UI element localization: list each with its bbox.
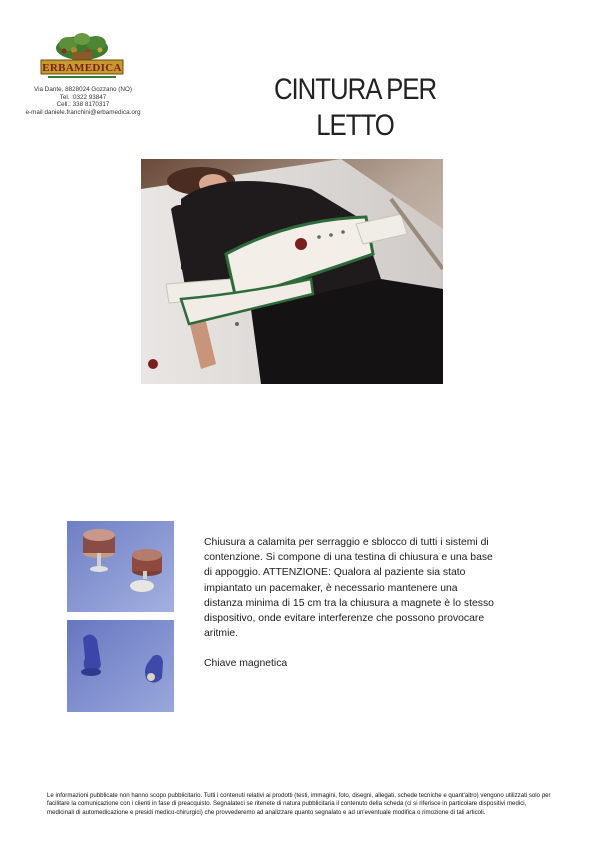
magnetic-key-photo	[67, 620, 174, 712]
mobile-line: Cell.: 338 8170317	[56, 101, 110, 108]
key-label: Chiave magnetica	[204, 658, 288, 670]
main-product-photo	[141, 159, 443, 384]
description-paragraph: Chiusura a calamita per serraggio e sblocco di tutti i sistemi di contenzione. Si compone di una testina di chiusura e una base di appoggio. ATTENZIONE: Qualora al paziente sia stato impiantato un pacemaker, è necessario mantenere una distanza minima di 15 cm tra la chiusura a magnete è lo stesso dispositivo, onde evitare interferenze che possono provocare aritmie.	[204, 537, 494, 640]
page-title: CINTURA PER LETTO	[273, 73, 437, 142]
magnetic-closure-photo	[67, 521, 174, 612]
phone-line: Tel. :0322 93847	[59, 93, 107, 101]
company-logo	[38, 30, 126, 84]
address-line: Via Dante, 8828024 Gozzano (NO)	[34, 86, 132, 93]
footer-disclaimer: Le informazioni pubblicate non hanno scopo pubblicitario. Tutti i contenuti relativi ai prodotti (testi, immagini, foto, disegni, allegati, schede tecniche e quant'altro) vengono utilizzati solo per facilitare la comunicazione con i clienti in fase di preacquisto. Segnalateci se ritenete di natura pubblicitaria il contenuto della scheda (ci si riferisce in particolare dispositivi medici, medicinali di automedicazione e presidi medico-chirurgici) che provvederemo ad analizzare quanto segnalato e ad un'eventuale modifica o rimozione di tali articoli.	[47, 792, 551, 816]
email-line: e-mail daniele.franchini@erbamedica.org	[25, 108, 141, 116]
product-description	[204, 535, 499, 672]
logo-wordmark: ERBAMEDICA	[42, 62, 122, 74]
